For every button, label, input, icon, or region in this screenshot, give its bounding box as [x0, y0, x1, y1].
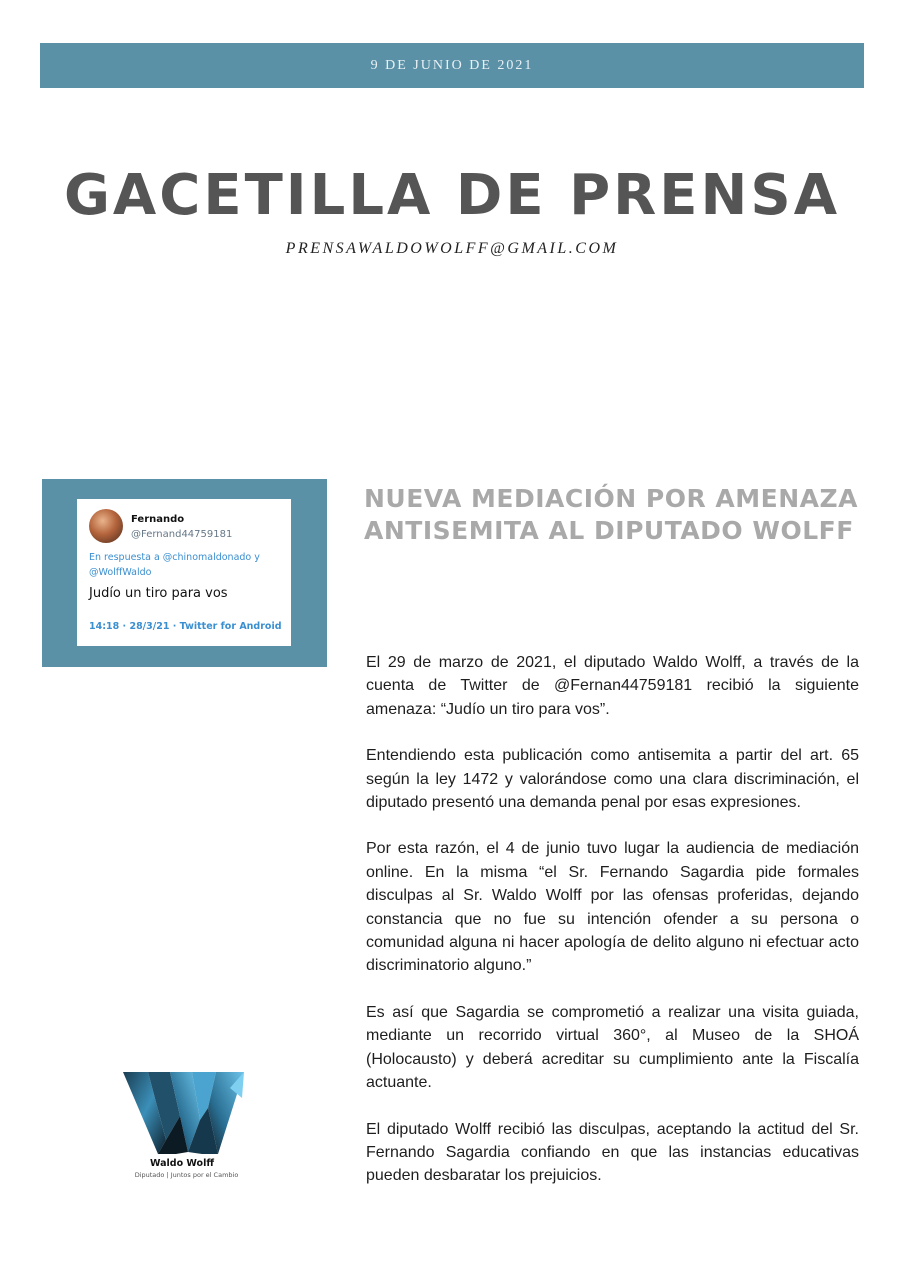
article-body — [366, 651, 859, 1211]
logo-tagline: Diputado | Juntos por el Cambio — [134, 1171, 239, 1179]
contact-email: PRENSAWALDOWOLFF@GMAIL.COM — [285, 240, 619, 257]
tweet-author-handle: @Fernand44759181 — [131, 529, 233, 540]
tweet-screenshot — [77, 499, 291, 646]
article-paragraph: El 29 de marzo de 2021, el diputado Waldo Wolff, a través de la cuenta de Twitter de @Fernan44759181 recibió la siguiente amenaza: “Judío un tiro para vos”. — [366, 654, 859, 718]
article-paragraph: El diputado Wolff recibió las disculpas, aceptando la actitud del Sr. Fernando Sagardia confiando en que las instancias educativas pueden desbaratar los prejuicios. — [366, 1120, 859, 1185]
article-paragraph: Es así que Sagardia se comprometió a realizar una visita guiada, mediante un recorrido virtual 360°, al Museo de la SHOÁ (Holocausto) y deberá acreditar su cumplimiento ante la Fiscalía actuante. — [366, 1003, 859, 1092]
page-title: GACETILLA DE PRENSA — [63, 163, 841, 228]
logo-name: Waldo Wolff — [149, 1158, 215, 1169]
press-date: 9 DE JUNIO DE 2021 — [370, 57, 534, 73]
tweet-author-name: Fernando — [131, 514, 185, 525]
tweet-meta: 14:18 · 28/3/21 · Twitter for Android — [89, 621, 282, 632]
article-headline: NUEVA MEDIACIÓN POR AMENAZA ANTISEMITA AL DIPUTADO WOLFF — [364, 484, 858, 545]
tweet-reply-line: En respuesta a @chinomaldonado y @WolffWaldo — [89, 552, 260, 578]
avatar — [89, 509, 123, 543]
tweet-text: Judío un tiro para vos — [89, 586, 228, 601]
article-paragraph: Entendiendo esta publicación como antisemita a partir del art. 65 según la ley 1472 y valorándose como una clara discriminación, el diputado presentó una demanda penal por esas expresiones. — [366, 747, 859, 812]
article-paragraph: Por esta razón, el 4 de junio tuvo lugar la audiencia de mediación online. En la misma “el Sr. Fernando Sagardia pide formales disculpas al Sr. Waldo Wolff por las ofensas proferidas, dejando constancia que no fue su intención ofender a su persona o comunidad alguna ni hacer apología de delito alguno ni efectuar acto discriminatorio alguno.” — [366, 840, 859, 975]
date-banner — [40, 43, 864, 88]
